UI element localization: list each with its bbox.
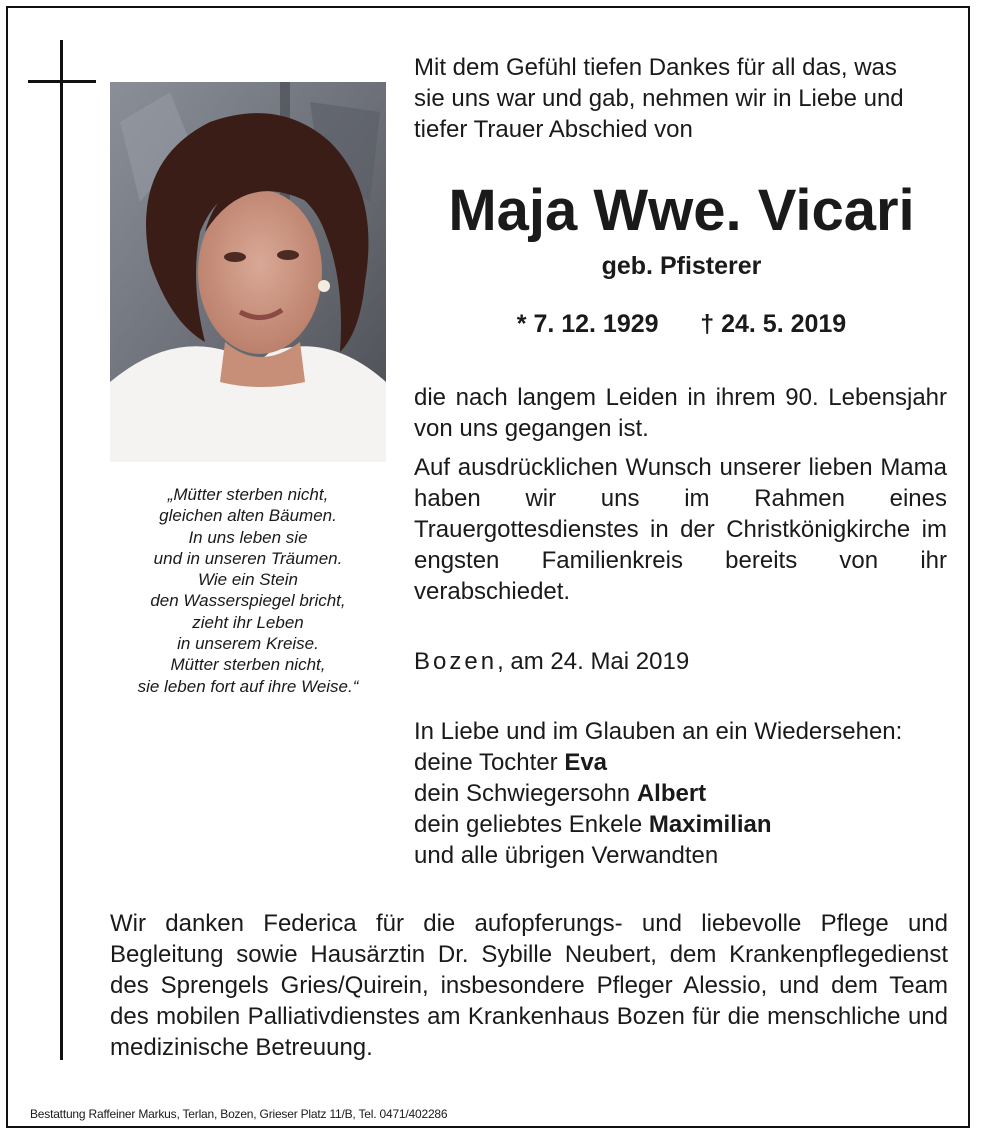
- poem-line: und in unseren Träumen.: [153, 548, 343, 568]
- cross-icon-horizontal: [28, 80, 96, 83]
- cross-icon-vertical: [60, 40, 63, 1060]
- portrait-photo: [110, 82, 386, 462]
- mourner-relation: dein Schwiegersohn: [414, 780, 637, 807]
- maiden-name: geb. Pfisterer: [601, 252, 762, 280]
- place-and-date: [414, 646, 947, 677]
- mourner-relation: deine Tochter: [414, 749, 565, 776]
- poem: [110, 484, 386, 697]
- intro-line: tiefer Trauer Abschied von: [414, 116, 693, 143]
- passing-paragraph: die nach langem Leiden in ihrem 90. Lebensjahr von uns gegangen ist.: [414, 384, 947, 442]
- poem-line: zieht ihr Leben: [192, 612, 304, 632]
- life-dates: [414, 308, 949, 340]
- intro-text: [414, 52, 949, 145]
- funeral-paragraph: Auf ausdrücklichen Wunsch unserer lieben Mama haben wir uns im Rahmen eines Trauergottesdienstes in der Christkönigkirche im engsten Familienkreis bereits von ihr verabschiedet.: [414, 454, 947, 605]
- date: , am 24. Mai 2019: [497, 648, 690, 675]
- birth-date: * 7. 12. 1929: [516, 310, 659, 338]
- closing-line: und alle übrigen Verwandten: [414, 842, 719, 869]
- poem-line: In uns leben sie: [188, 527, 308, 547]
- poem-line: den Wasserspiegel bricht,: [150, 591, 346, 611]
- poem-line: Wie ein Stein: [197, 570, 298, 590]
- poem-line: gleichen alten Bäumen.: [159, 506, 337, 526]
- poem-line: in unserem Kreise.: [177, 634, 319, 654]
- mourner-line: [414, 778, 954, 809]
- thanks-paragraph: Wir danken Federica für die aufopferungs- und liebevolle Pflege und Begleitung sowie Hausärztin Dr. Sybille Neubert, dem Krankenpflegedienst des Sprengels Gries/Quirein, insbesondere Pfleger Alessio, und dem Team des mobilen Palliativdienstes am Krankenhaus Bozen für die menschliche und medizinische Betreuung.: [110, 910, 948, 1061]
- intro-line: Mit dem Gefühl tiefen Dankes für all das, was: [414, 54, 897, 81]
- mourner-line: [414, 747, 954, 778]
- death-date: † 24. 5. 2019: [700, 310, 847, 338]
- place: Bozen: [414, 648, 498, 675]
- poem-line: Mütter sterben nicht,: [170, 655, 326, 675]
- deceased-name: Maja Wwe. Vicari: [448, 178, 915, 243]
- mourner-name: Albert: [636, 780, 707, 807]
- funeral-home-footer: Bestattung Raffeiner Markus, Terlan, Bozen, Grieser Platz 11/B, Tel. 0471/402286: [30, 1107, 448, 1121]
- mourner-name: Maximilian: [648, 811, 772, 838]
- mourner-line: [414, 809, 954, 840]
- intro-line: sie uns war und gab, nehmen wir in Liebe und: [414, 85, 904, 112]
- poem-line: sie leben fort auf ihre Weise.“: [137, 676, 359, 696]
- mourners-list: [414, 716, 954, 871]
- mourner-name: Eva: [564, 749, 608, 776]
- closing-line: In Liebe und im Glauben an ein Wiedersehen:: [414, 718, 903, 745]
- mourner-relation: dein geliebtes Enkele: [414, 811, 649, 838]
- poem-line: „Mütter sterben nicht,: [167, 485, 329, 504]
